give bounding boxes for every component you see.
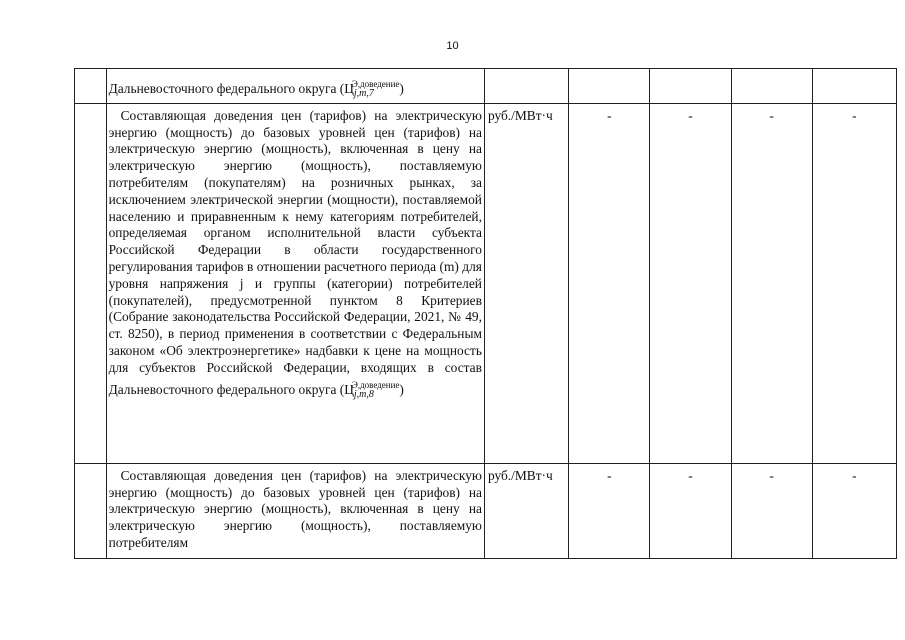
value-cell: -: [650, 463, 731, 558]
value-cell: [812, 69, 896, 104]
table-row: [75, 103, 897, 463]
value-cell: [650, 69, 731, 104]
value-cell: -: [812, 463, 896, 558]
value-cell: -: [569, 463, 650, 558]
value-cell: [569, 69, 650, 104]
tariff-table: [74, 68, 897, 559]
description-cell: [106, 463, 484, 558]
formula-symbol: $Ц_{j,m,7}^{Э,доведение}$: [344, 79, 400, 99]
table-row: [75, 463, 897, 558]
table-row: [75, 69, 897, 104]
description-cell: Дальневосточного федерального округа $(Ц_{j,m,7}^{Э,доведение})$: [106, 69, 484, 104]
value-cell: -: [812, 103, 896, 463]
unit-cell: руб./МВт·ч: [484, 463, 568, 558]
unit-cell: [484, 69, 568, 104]
row-number-cell: [75, 103, 107, 463]
description-text: Дальневосточного федерального округа (: [108, 81, 345, 96]
value-cell: -: [731, 103, 812, 463]
value-cell: -: [569, 103, 650, 463]
formula-symbol: $Ц_{j,m,8}^{Э,доведение}$: [344, 379, 400, 400]
page-number: 10: [446, 40, 459, 52]
value-cell: -: [650, 103, 731, 463]
description-text: Составляющая доведения цен (тарифов) на электрическую энергию (мощность) до базовых уровней цен (тарифов) на электрическую энергию (мощность), включенная в цену на электрическую энергию (мощность), поставляемую потребителям: [108, 467, 482, 550]
value-cell: -: [731, 463, 812, 558]
value-cell: [731, 69, 812, 104]
row-number-cell: [75, 463, 107, 558]
unit-cell: руб./МВт·ч: [484, 103, 568, 463]
row-number-cell: [75, 69, 107, 104]
description-text: Составляющая доведения цен (тарифов) на электрическую энергию (мощность) до базовых уровней цен (тарифов) на электрическую энергию (мощность), включенная в цену на электрическую энергию (мощность), поставляемую потребителям (покупателям) на розничных рынках, за исключением электрической энергии (мощности), поставляемой населению и приравненным к нему категориям потребителей, определяемая органом исполнительной власти субъекта Российской Федерации в области государственного регулирования тарифов в отношении расчетного периода (m) для уровня напряжения j и группы (категории) потребителей (покупателей), предусмотренной пунктом 8 Критериев (Собрание законодательства Российской Федерации, 2021, № 49, ст. 8250), в период применения в соответствии с Федеральным законом «Об электроэнергетике» надбавки к цене на мощность для субъектов Российской Федерации, входящих в состав Дальневосточного федерального округа (: [108, 107, 482, 397]
description-cell: Составляющая доведения цен (тарифов) на электрическую энергию (мощность) до базовых уровней цен (тарифов) на электрическую энергию (мощность), включенная в цену на электрическую энергию (мощность), поставляемую потребителям (покупателям) на розничных рынках, за исключением электрической энергии (мощности), поставляемой населению и приравненным к нему категориям потребителей, определяемая органом исполнительной власти субъекта Российской Федерации в области государственного регулирования тарифов в отношении расчетного периода (m) для уровня напряжения j и группы (категории) потребителей (покупателей), предусмотренной пунктом 8 Критериев (Собрание законодательства Российской Федерации, 2021, № 49, ст. 8250), в период применения в соответствии с Федеральным законом «Об электроэнергетике» надбавки к цене на мощность для субъектов Российской Федерации, входящих в состав Дальневосточного федерального округа $(Ц_{j,m,8}^{Э,доведение})$: [106, 103, 484, 463]
